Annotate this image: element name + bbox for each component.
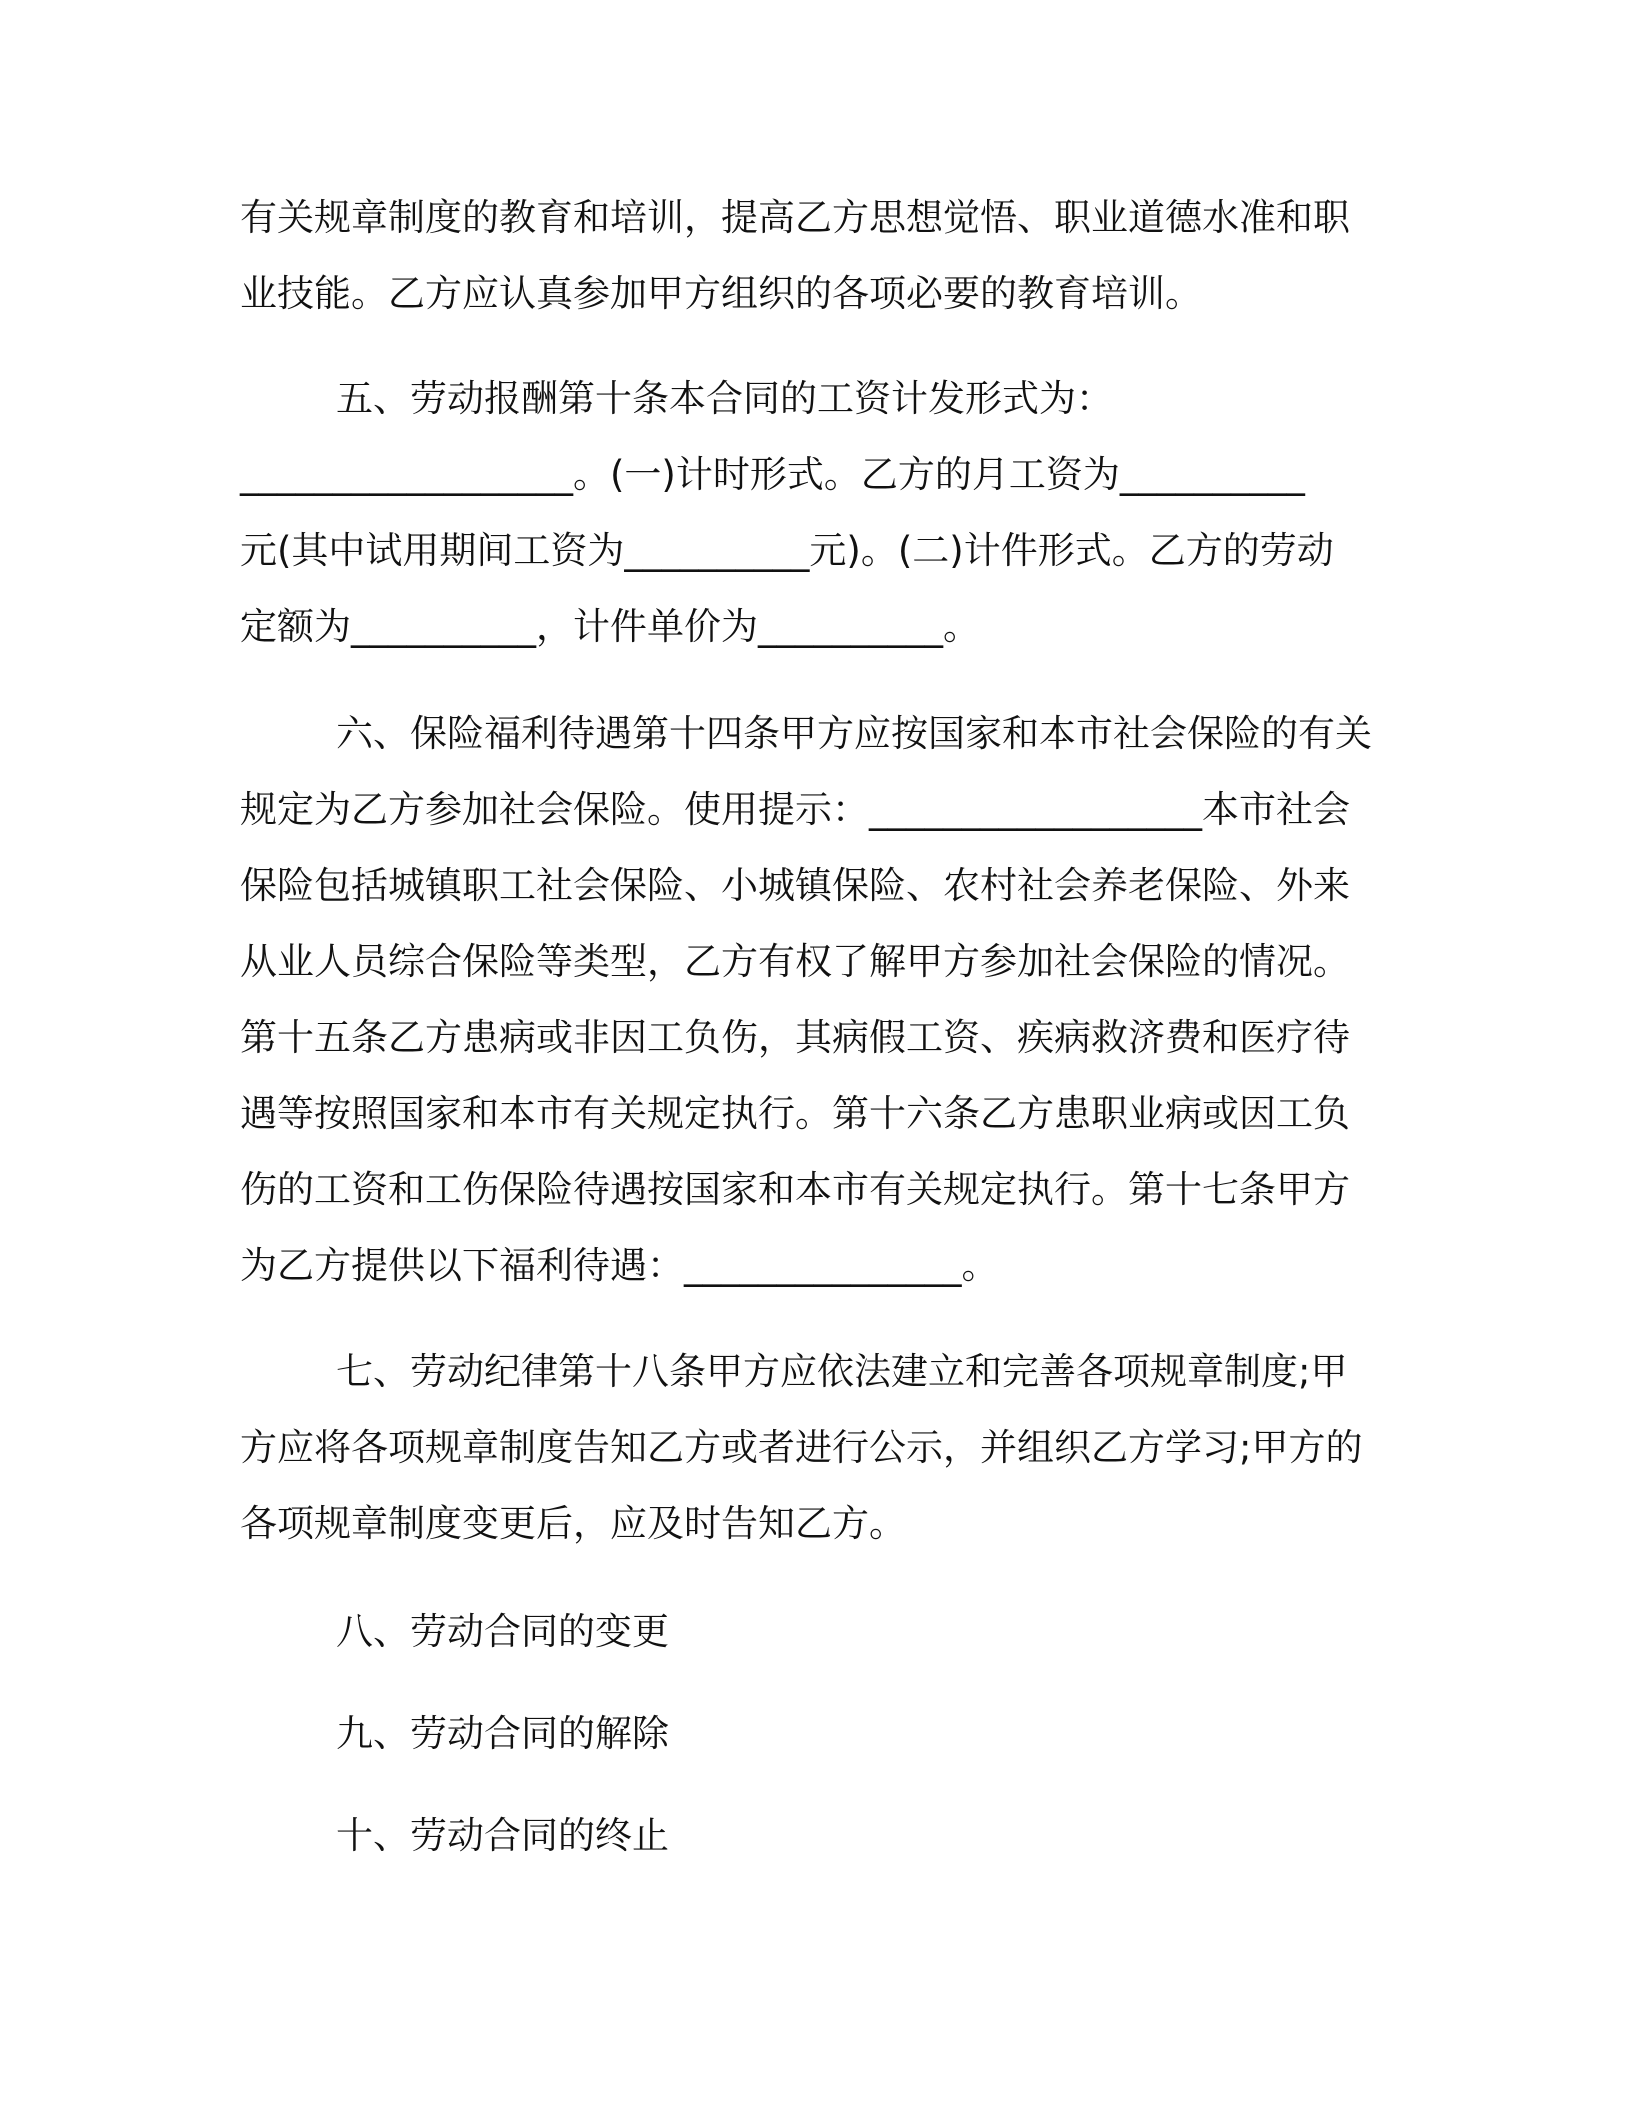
text-line: 规定为乙方参加社会保险。使用提示：__________________本市社会	[240, 788, 1350, 831]
paragraph-training	[240, 180, 1380, 332]
paragraph-discipline	[240, 1334, 1380, 1562]
text-line: 定额为__________，计件单价为__________。	[240, 605, 980, 648]
text-line: 方应将各项规章制度告知乙方或者进行公示，并组织乙方学习;甲方的	[240, 1426, 1363, 1469]
section-heading-change: 八、劳动合同的变更	[336, 1610, 669, 1653]
section-heading-discipline: 七、劳动纪律第十八条甲方应依法建立和完善各项规章制度;甲	[336, 1350, 1348, 1393]
text-line: 遇等按照国家和本市有关规定执行。第十六条乙方患职业病或因工负	[240, 1092, 1350, 1135]
section-heading-end: 十、劳动合同的终止	[336, 1814, 669, 1857]
text-line: 各项规章制度变更后，应及时告知乙方。	[240, 1502, 906, 1545]
text-line: 有关规章制度的教育和培训，提高乙方思想觉悟、职业道德水准和职	[240, 196, 1350, 239]
text-line: 为乙方提供以下福利待遇：_______________。	[240, 1244, 999, 1287]
text-line: __________________。(一)计时形式。乙方的月工资为__________	[240, 453, 1305, 496]
text-line: 第十五条乙方患病或非因工负伤，其病假工资、疾病救济费和医疗待	[240, 1016, 1350, 1059]
text-line: 元(其中试用期间工资为__________元)。(二)计件形式。乙方的劳动	[240, 529, 1334, 572]
section-heading-remuneration: 五、劳动报酬第十条本合同的工资计发形式为：	[336, 377, 1113, 420]
section-heading-rescind: 九、劳动合同的解除	[336, 1712, 669, 1755]
text-line: 保险包括城镇职工社会保险、小城镇保险、农村社会养老保险、外来	[240, 864, 1350, 907]
paragraph-insurance	[240, 696, 1380, 1304]
text-line: 业技能。乙方应认真参加甲方组织的各项必要的教育培训。	[240, 272, 1202, 315]
text-line: 伤的工资和工伤保险待遇按国家和本市有关规定执行。第十七条甲方	[240, 1168, 1350, 1211]
text-line: 从业人员综合保险等类型，乙方有权了解甲方参加社会保险的情况。	[240, 940, 1350, 983]
section-heading-insurance: 六、保险福利待遇第十四条甲方应按国家和本市社会保险的有关	[336, 712, 1372, 755]
paragraph-remuneration	[240, 361, 1380, 665]
